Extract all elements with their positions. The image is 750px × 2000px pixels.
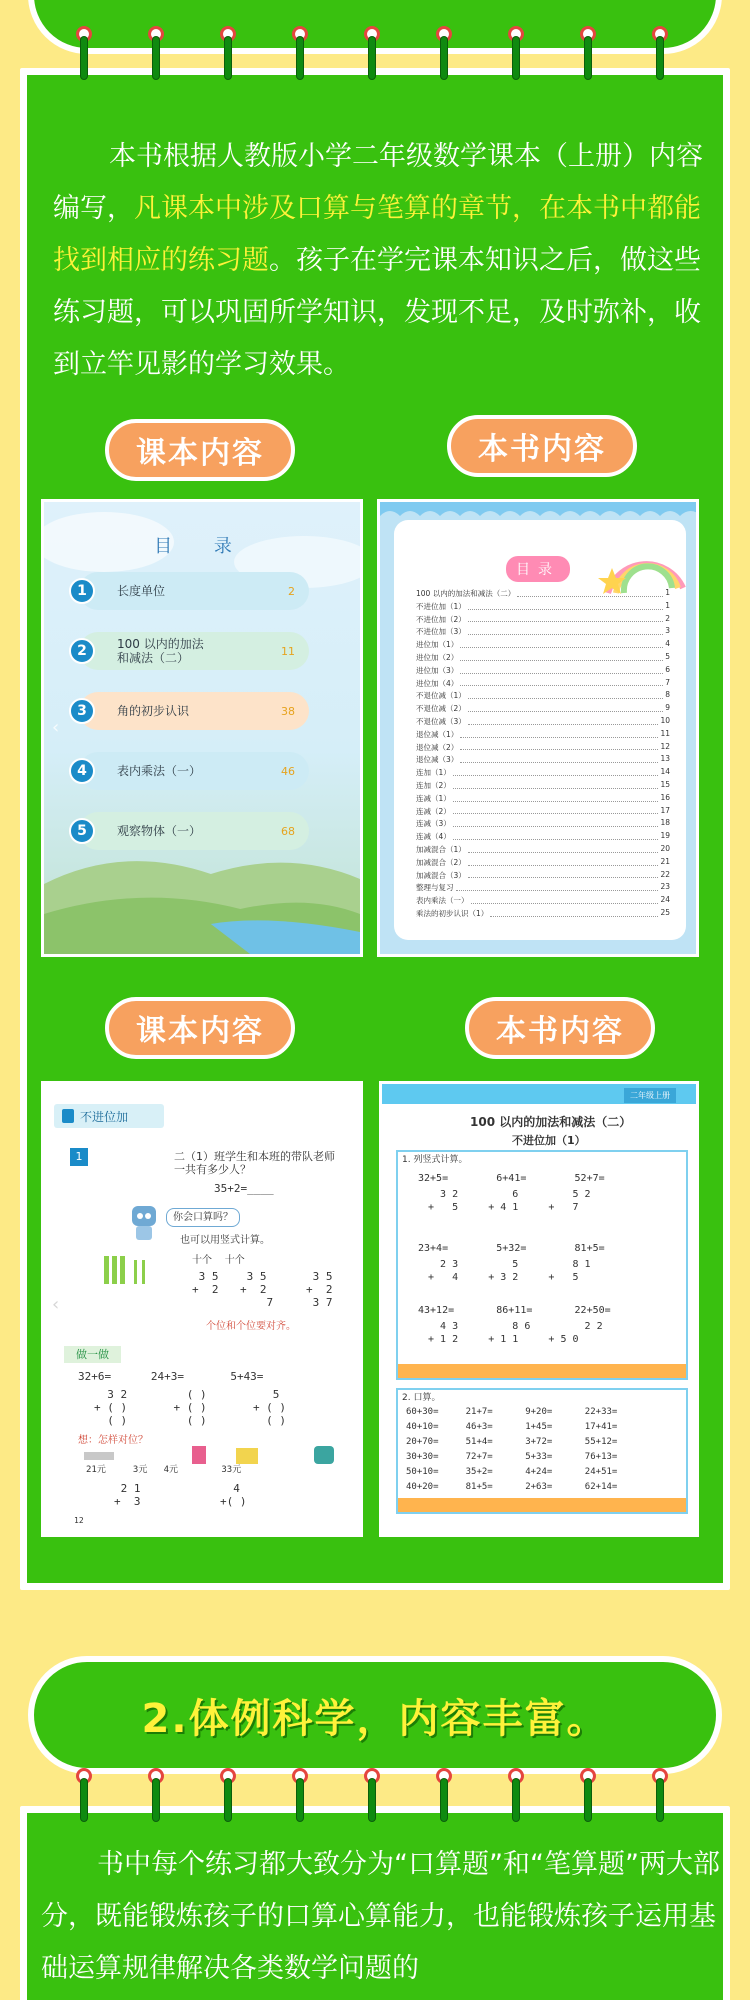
intro-text-2: 。孩子在学完课本知识之后，做这些练习题，可以巩固所学知识，发现不足，及时弥补，收到立竿见影的学习效果。 <box>53 245 701 380</box>
problem-number: 1 <box>70 1148 88 1166</box>
book-toc-item: 连减（3） 18 <box>416 818 670 829</box>
textbook-toc-item <box>69 632 309 670</box>
book-toc-item: 退位减（1） 11 <box>416 728 670 739</box>
oral-calc-box <box>396 1388 688 1514</box>
book-toc-item: 整理与复习 23 <box>416 882 670 893</box>
book-toc-item: 不退位减（3） 10 <box>416 715 670 726</box>
toc-item-number: 2 <box>69 638 95 664</box>
book-toc-item: 退位减（2） 12 <box>416 741 670 752</box>
price-verticals: 2 1 4 + 3 +( ) <box>114 1482 247 1508</box>
price-labels: 21元 3元 4元 33元 <box>86 1465 242 1475</box>
binding-rings-bottom <box>60 1768 690 1828</box>
toc-item-number: 3 <box>69 698 95 724</box>
tag-book-content: 本书内容 <box>447 415 637 477</box>
textbook-toc-item <box>69 752 309 790</box>
toc-item-label: 角的初步认识 <box>117 704 190 718</box>
book-toc-item: 乘法的初步认识（1） 25 <box>416 907 670 918</box>
book-toc-item: 加减混合（2） 21 <box>416 856 670 867</box>
calc-row-3: 43+12= 86+11= 22+50= <box>418 1305 611 1316</box>
toc-item-label: 观察物体（一） <box>117 824 202 838</box>
calc-row-1: 32+5= 6+41= 52+7= <box>418 1173 605 1184</box>
alt-method: 也可以用竖式计算。 <box>180 1235 270 1246</box>
calc-vert-1: 3 2 6 5 2 + 5 + 4 1 + 7 <box>428 1189 591 1213</box>
toc-item-page: 46 <box>281 764 295 778</box>
vertical-step-2: 3 5 + 2 7 <box>240 1270 274 1309</box>
oral-row: 60+30= 21+7= 9+20= 22+33= <box>406 1407 618 1417</box>
book-toc-item: 不进位加（3） 3 <box>416 626 670 637</box>
calc-row-2: 23+4= 5+32= 81+5= <box>418 1243 605 1254</box>
written-calc-box <box>396 1150 688 1380</box>
tag-textbook-content-2: 课本内容 <box>105 997 295 1059</box>
alignment-tip: 个位和个位要对齐。 <box>206 1321 296 1332</box>
book-exercise-page <box>379 1081 699 1537</box>
book-toc-item: 进位加（1） 4 <box>416 639 670 650</box>
intro-highlight: 凡课本中涉及口算与笔算的章节，在本书中都能找到相应的练习题 <box>53 193 701 276</box>
book-toc-item: 100 以内的加法和减法（二） 1 <box>416 588 670 598</box>
section2-title: 2.体例科学，内容丰富。 <box>141 1695 609 1742</box>
grade-label: 二年级上册 <box>624 1088 676 1103</box>
calc-vert-3: 4 3 8 6 2 2 + 1 2 + 1 1 + 5 0 <box>428 1321 603 1345</box>
section2-panel <box>20 1806 730 2000</box>
book-toc-item: 进位加（4） 7 <box>416 677 670 688</box>
practice-verticals: 3 2 ( ) 5 + ( ) + ( ) + ( ) ( ) ( ) ( ) <box>94 1388 287 1427</box>
textbook-toc-page <box>41 499 363 957</box>
book-toc-item: 不退位减（2） 9 <box>416 703 670 714</box>
book-toc-list <box>416 588 670 921</box>
practice-row-1: 32+6= 24+3= 5+43= <box>78 1370 264 1383</box>
toc-item-number: 4 <box>69 758 95 784</box>
tag-textbook-content: 课本内容 <box>105 419 295 481</box>
binding-rings-top <box>60 26 690 86</box>
counting-sticks <box>104 1252 164 1288</box>
section2-intro: 书中每个练习都大致分为“口算题”和“笔算题”两大部分，既能锻炼孩子的口算心算能力，也能锻炼孩子运用基础运算规律解决各类数学问题的 <box>41 1849 720 1984</box>
vertical-step-3: 3 5 + 2 3 7 <box>306 1270 333 1309</box>
problem-text: 二（1）班学生和本班的带队老师 一共有多少人？ <box>174 1150 335 1176</box>
book-toc-item: 连减（2） 17 <box>416 805 670 816</box>
textbook-exercise-page <box>41 1081 363 1537</box>
robot-icon <box>124 1202 164 1244</box>
oral-row: 40+20= 81+5= 2+63= 62+14= <box>406 1482 618 1492</box>
oral-row: 40+10= 46+3= 1+45= 17+41= <box>406 1422 618 1432</box>
book-toc-item: 加减混合（1） 20 <box>416 843 670 854</box>
robot-speech: 你会口算吗？ <box>166 1208 240 1227</box>
toc-item-number: 1 <box>69 578 95 604</box>
book-toc-item: 退位减（3） 13 <box>416 754 670 765</box>
oral-row: 50+10= 35+2= 4+24= 24+51= <box>406 1467 618 1477</box>
calc-vert-2: 2 3 5 8 1 + 4 + 3 2 + 5 <box>428 1259 591 1283</box>
tag-book-content-2: 本书内容 <box>465 997 655 1059</box>
book-toc-item: 表内乘法（一） 24 <box>416 895 670 906</box>
textbook-toc-item <box>69 692 309 730</box>
chevron-left-icon[interactable]: ‹ <box>52 1294 60 1315</box>
section2-banner <box>28 1656 722 1774</box>
toc-item-page: 68 <box>281 824 295 838</box>
score-bar <box>398 1498 686 1512</box>
toc-item-label: 100 以内的加法 和减法（二） <box>117 637 204 665</box>
book-toc-item: 连加（2） 15 <box>416 779 670 790</box>
book-toc-item: 连减（1） 16 <box>416 792 670 803</box>
textbook-toc-item <box>69 572 309 610</box>
toc-item-number: 5 <box>69 818 95 844</box>
section1-panel <box>20 68 730 1590</box>
intro-text-1: 本书根据人教版小学二年级数学课本（上册）内容编写， <box>53 141 703 224</box>
toc-item-label: 表内乘法（一） <box>117 764 202 778</box>
book-exercise-title: 100 以内的加法和减法（二） <box>470 1115 632 1129</box>
oral-row: 20+70= 51+4= 3+72= 55+12= <box>406 1437 618 1447</box>
book-exercise-subtitle: 不进位加（1） <box>512 1134 586 1147</box>
book-toc-item: 不进位加（1） 1 <box>416 600 670 611</box>
book-toc-item: 进位加（3） 6 <box>416 664 670 675</box>
textbook-exercise-heading: 不进位加 <box>54 1104 164 1128</box>
toc-item-page: 38 <box>281 704 295 718</box>
textbook-toc-title: 目 录 <box>154 536 250 557</box>
book-toc-item: 不退位减（1） 8 <box>416 690 670 701</box>
think-hint: 想：怎样对位？ <box>78 1435 148 1446</box>
column-labels: 十个 十个 <box>192 1255 245 1266</box>
score-bar <box>398 1364 686 1378</box>
book-toc-item: 不进位加（2） 2 <box>416 613 670 624</box>
book-toc-item: 加减混合（3） 22 <box>416 869 670 880</box>
toc-item-label: 长度单位 <box>117 584 166 598</box>
toc-item-page: 11 <box>281 644 295 658</box>
page-number: 12 <box>74 1516 84 1525</box>
book-toc-item: 进位加（2） 5 <box>416 651 670 662</box>
book-toc-page <box>377 499 699 957</box>
book-toc-title: 目录 <box>380 556 696 582</box>
book-toc-item: 连减（4） 19 <box>416 831 670 842</box>
oral-row: 30+30= 72+7= 5+33= 76+13= <box>406 1452 618 1462</box>
vertical-step-1: 3 5 + 2 <box>192 1270 219 1296</box>
part1-label: 1. 列竖式计算。 <box>402 1155 468 1165</box>
part2-label: 2. 口算。 <box>402 1393 441 1403</box>
book-toc-item: 连加（1） 14 <box>416 767 670 778</box>
do-it-heading: 做一做 <box>64 1346 121 1363</box>
school-items-illustration <box>84 1446 344 1466</box>
hills-illustration <box>44 844 360 954</box>
section1-intro <box>53 131 703 391</box>
chevron-left-icon[interactable]: ‹ <box>52 717 60 738</box>
toc-item-page: 2 <box>288 584 295 598</box>
problem-equation: 35+2=____ <box>214 1182 274 1195</box>
